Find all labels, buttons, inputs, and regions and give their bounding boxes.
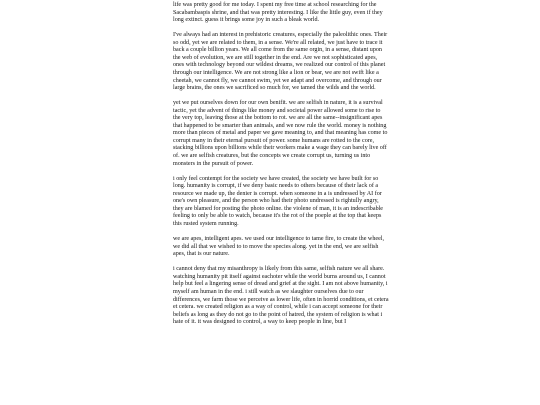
paragraph-1: life was pretty good for me today. I spent my free time at school researching for the Sacabambaspis shrine, and that was pretty interesting. I like the little guy, even if they long extinct. guess it brings some joy in such a bleak world.	[173, 2, 383, 24]
document-body	[173, 2, 389, 334]
paragraph-6: i cannot deny that my misanthropy is likely from this same, selfish nature we all share. watching humanity pit itself against eachoter while the world burns around us, I cannot help but feel a lingering sense of dread and grief at the sight. I am not above humanity, i myself am human in the end. i still watch as we slaughter ourselves due to our differences, we farm those we perceive as lower life, often in horrid conditions, et cetera et cetera. we created religion as a way of control, while i can accept someone for their beliefs as long as they do not go to the point of hatred, the system of religion is what i hate of it. it was designed to control, a way to keep people in line, but I	[173, 266, 389, 326]
paragraph-3: yet we put ourselves down for our own benifit. we are selfish in nature, it is a survival tactic, yet the advent of things like money and societal power allowed some to rise to the very top, leaving those at the bottom to rot. we are all the same--insignificant apes that happened to be smarter than animals, and we now rule the world. money is nothing more than pieces of metal and paper we gave meaning to, and that meaning has come to corrupt many in their eternal pursuit of power. some humans are rotted to the core, stacking billions upon billions while their workers make a wage they can barely live off of. we are selfish creatures, but the concepts we create corrupt us, turning us into monsters in the pursuit of power.	[173, 100, 388, 167]
paragraph-2: I've always had an interest in prehistoric creatures, especially the paleolithic ones. Their so odd, yet we are related to them, in a sense. We're all related, we just have to trace it back a couple billion years. We all come from the same orgin, in a sense, distant upon the web of evolution, we are still together in the end. Are we not sophisticated apes, ones with technology beyond our wildest dreams, we realized our control of this planet through our intelligence. We are not strong like a lion or bear, we are not swift like a cheetah, we cannot fly, we cannot swim, yet we adapt and overcome, and through our large brains, the ones we sacrificed so much for, we tamed the wilds and the world.	[173, 32, 388, 92]
paragraph-5: we are apes, intelligent apes. we used our intelligence to tame fire, to create the wheel, we did all that we wished to to move the species along. yet in the end, we are selfish apes, that is our nature.	[173, 236, 384, 258]
paragraph-4: i only feel contempt for the society we have created, the society we have built for so long. humanity is corrupt, if we deny basic needs to others because of their lack of a resource we made up, the denier is corrupt. when someone in a is undressed by AI for one's own pleasure, and the person who had their photo undressed is rightully angry, they are blamed for posting the photo online. the violene of man, it is an indescribable feeling to only be able to watch, because it's the rot of the poeple at the top that keeps this rusted system running.	[173, 175, 384, 227]
